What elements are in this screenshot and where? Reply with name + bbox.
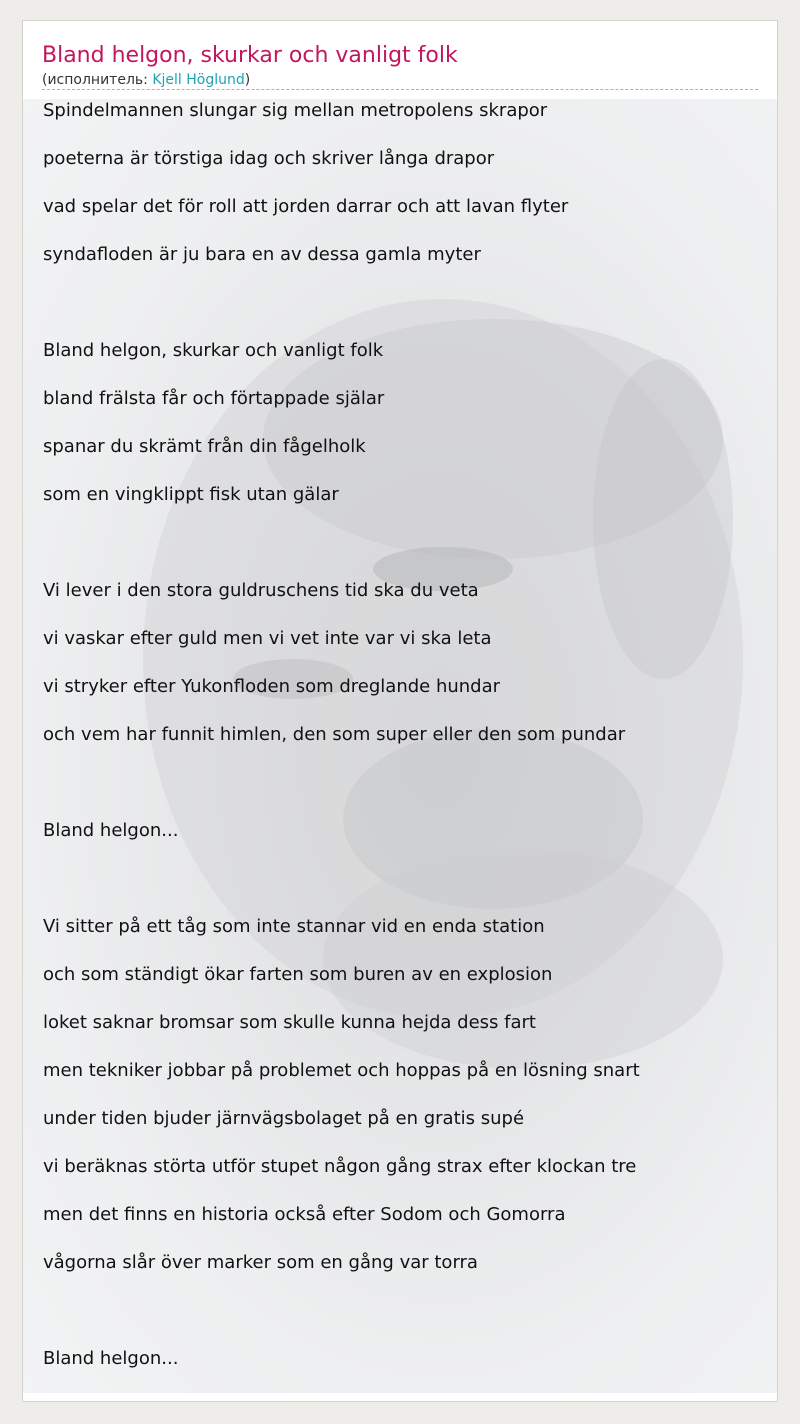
lyric-line: Bland helgon... — [43, 1348, 179, 1369]
performer-link[interactable]: Kjell Höglund — [152, 72, 245, 88]
lyric-line: och som ständigt ökar farten som buren av en explosion — [43, 964, 553, 985]
lyric-line: syndafloden är ju bara en av dessa gamla myter — [43, 244, 481, 265]
lyric-line: och vem har funnit himlen, den som super eller den som pundar — [43, 724, 626, 745]
song-title: Bland helgon, skurkar och vanligt folk — [42, 43, 458, 68]
lyric-line: Vi sitter på ett tåg som inte stannar vid en enda station — [43, 916, 545, 937]
lyric-line: vågorna slår över marker som en gång var torra — [43, 1252, 478, 1273]
lyric-line: men tekniker jobbar på problemet och hoppas på en lösning snart — [43, 1060, 640, 1081]
lyric-line: under tiden bjuder järnvägsbolaget på en gratis supé — [43, 1108, 525, 1129]
lyrics-card — [22, 20, 778, 1402]
lyric-blank-line — [43, 867, 763, 915]
lyric-blank-line — [43, 1299, 763, 1347]
lyrics-body — [43, 99, 763, 1395]
lyric-line: spanar du skrämt från din fågelholk — [43, 436, 366, 457]
lyric-blank-line — [43, 531, 763, 579]
lyric-line: men det finns en historia också efter Sodom och Gomorra — [43, 1204, 566, 1225]
lyric-line: loket saknar bromsar som skulle kunna hejda dess fart — [43, 1012, 536, 1033]
title-divider — [42, 89, 758, 90]
lyric-blank-line — [43, 291, 763, 339]
lyric-line: som en vingklippt fisk utan gälar — [43, 484, 339, 505]
lyric-line: vi beräknas störta utför stupet någon gång strax efter klockan tre — [43, 1156, 637, 1177]
performer-suffix: ) — [244, 72, 251, 88]
lyric-line: poeterna är törstiga idag och skriver långa drapor — [43, 148, 495, 169]
lyric-line: vad spelar det för roll att jorden darrar och att lavan flyter — [43, 196, 569, 217]
lyric-line: Vi lever i den stora guldruschens tid ska du veta — [43, 580, 479, 601]
lyric-line: Bland helgon... — [43, 820, 179, 841]
lyric-line: Bland helgon, skurkar och vanligt folk — [43, 340, 384, 361]
lyric-line: Spindelmannen slungar sig mellan metropolens skrapor — [43, 100, 548, 121]
performer-prefix: (исполнитель: — [42, 72, 153, 88]
lyric-line: vi stryker efter Yukonfloden som dreglande hundar — [43, 676, 501, 697]
lyric-line: vi vaskar efter guld men vi vet inte var vi ska leta — [43, 628, 492, 649]
lyric-line: bland frälsta får och förtappade själar — [43, 388, 385, 409]
lyric-blank-line — [43, 771, 763, 819]
performer-credit — [42, 72, 250, 88]
